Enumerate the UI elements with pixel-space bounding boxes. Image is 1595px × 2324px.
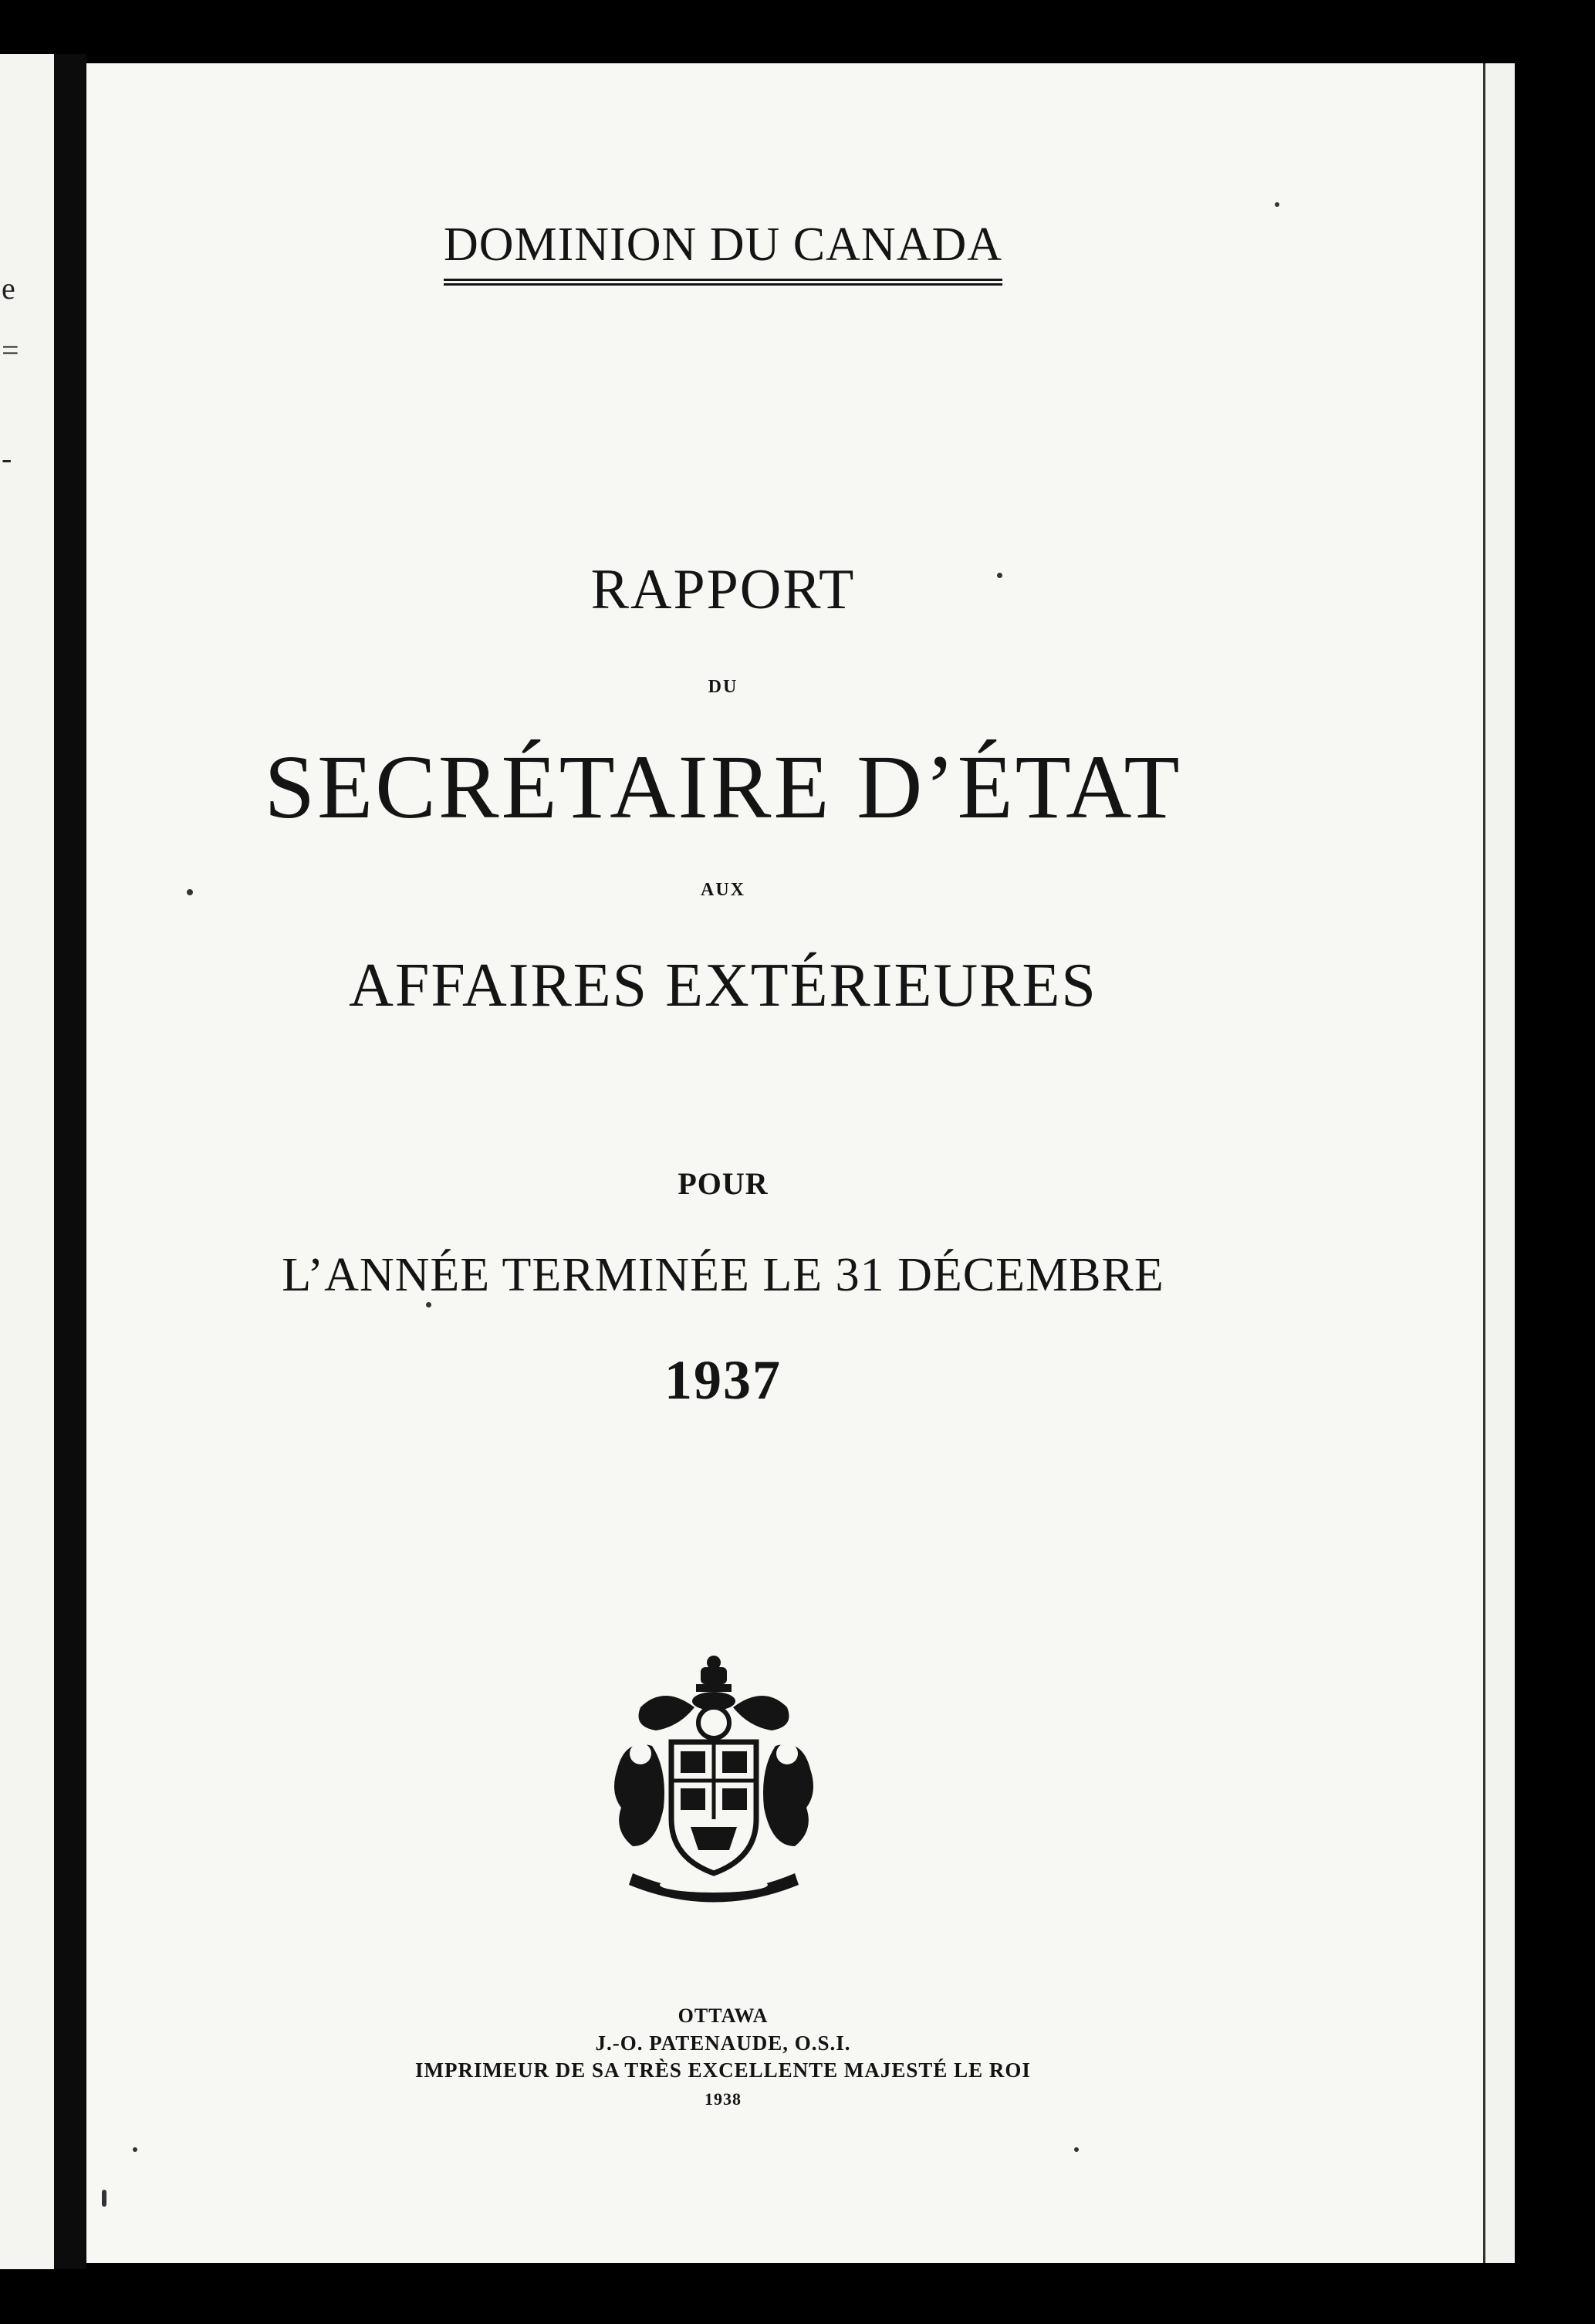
dominion-heading-text: DOMINION DU CANADA	[444, 218, 1002, 281]
scan-speck	[133, 2147, 137, 2152]
connector-aux: AUX	[701, 880, 745, 900]
imprint-year: 1938	[705, 2089, 742, 2109]
department-title: AFFAIRES EXTÉRIEURES	[349, 952, 1097, 1020]
scan-speck	[1275, 202, 1279, 207]
connector-pour: POUR	[678, 1166, 769, 1201]
imprint-city: OTTAWA	[678, 2004, 769, 2027]
book-binding	[54, 54, 86, 2269]
report-title: RAPPORT	[590, 558, 856, 621]
office-title: SECRÉTAIRE D’ÉTAT	[264, 736, 1182, 837]
imprint-printer-title: IMPRIMEUR DE SA TRÈS EXCELLENTE MAJESTÉ LE ROI	[415, 2058, 1031, 2082]
dominion-heading	[25, 218, 1421, 281]
scan-speck	[426, 1302, 431, 1307]
scan-speck	[1074, 2147, 1079, 2152]
connector-du: DU	[708, 677, 738, 697]
page-edge	[1483, 63, 1515, 2263]
scan-speck	[187, 889, 193, 895]
report-period: L’ANNÉE TERMINÉE LE 31 DÉCEMBRE	[282, 1249, 1164, 1301]
facing-page-edge: e = -	[0, 54, 54, 2269]
title-page	[86, 63, 1483, 2263]
report-year: 1937	[664, 1349, 782, 1411]
imprint-printer: J.-O. PATENAUDE, O.S.I.	[595, 2031, 851, 2055]
scan-speck	[102, 2190, 106, 2207]
scan-speck	[997, 573, 1002, 578]
canada-coat-of-arms-icon	[610, 1653, 818, 1908]
